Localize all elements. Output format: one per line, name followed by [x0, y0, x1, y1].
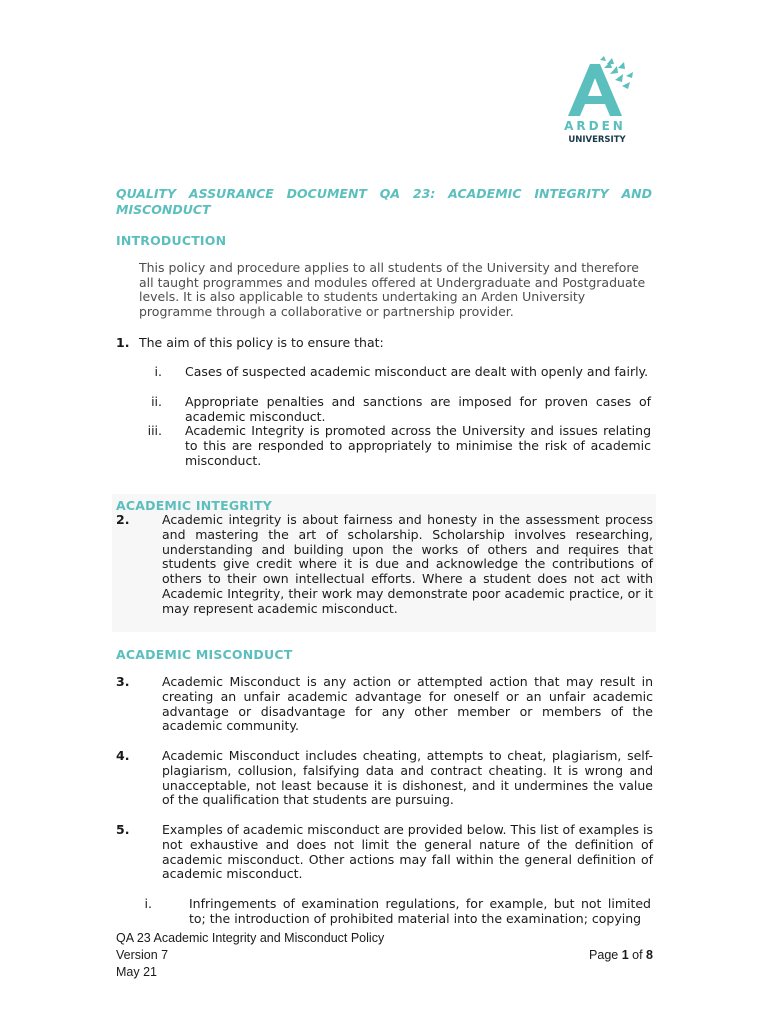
aim-number: iii.: [147, 423, 162, 438]
policy-item-4: [116, 749, 653, 808]
item-number: 2.: [116, 512, 130, 527]
page-of: of: [628, 948, 647, 962]
item-text: Academic integrity is about fairness and honesty in the assessment process and mastering the art of scholarship. Scholarship involves researching, understanding and building upon the works of others and requires that students give credit where it is due and acknowledge the contributions of others to their own intellectual efforts. Where a student does not act with Academic Integrity, their work may demonstrate poor academic practice, or it may represent academic misconduct.: [162, 512, 653, 616]
aim-text: Academic Integrity is promoted across the University and issues relating to this are responded to appropriately to minimise the risk of academic misconduct.: [185, 423, 651, 468]
item-text: Examples of academic misconduct are provided below. This list of examples is not exhaustive and does not limit the general nature of the definition of academic misconduct. Other actions may fall within the general definition of academic misconduct.: [162, 822, 653, 882]
misconduct-example-i: [116, 897, 651, 927]
item-text: The aim of this policy is to ensure that:: [139, 335, 384, 350]
footer-version: Version 7: [116, 948, 169, 962]
example-text: Infringements of examination regulations, for example, but not limited to; the introduction of prohibited material into the examination; copying: [189, 896, 651, 926]
footer-policy-name: QA 23 Academic Integrity and Misconduct Policy: [116, 931, 385, 945]
policy-item-3: [116, 675, 653, 734]
aim-text: Appropriate penalties and sanctions are imposed for proven cases of academic misconduct.: [185, 394, 651, 424]
page-total: 8: [646, 948, 653, 962]
academic-integrity-heading: ACADEMIC INTEGRITY: [116, 498, 272, 513]
policy-item-5: [116, 823, 653, 882]
introduction-paragraph: This policy and procedure applies to all students of the University and therefore all taught programmes and modules offered at Undergraduate and Postgraduate levels. It is also applicable to students undertaking an Arden University programme through a collaborative or partnership provider.: [139, 260, 646, 320]
aim-number: ii.: [151, 394, 162, 409]
policy-item-2: [116, 513, 653, 617]
arden-university-logo: [560, 56, 640, 146]
page-prefix: Page: [589, 948, 622, 962]
example-number: i.: [144, 896, 152, 911]
aim-item-ii: [140, 395, 651, 425]
page-number: [589, 947, 653, 964]
footer-date: May 21: [116, 965, 157, 979]
item-number: 1.: [116, 335, 130, 350]
item-number: 5.: [116, 822, 130, 837]
svg-text:UNIVERSITY: UNIVERSITY: [568, 135, 626, 145]
introduction-heading: INTRODUCTION: [116, 233, 227, 248]
academic-misconduct-heading: ACADEMIC MISCONDUCT: [116, 647, 293, 662]
page-current: 1: [621, 948, 629, 962]
aim-item-iii: [140, 424, 651, 468]
aim-number: i.: [154, 364, 162, 379]
item-number: 3.: [116, 674, 130, 689]
item-number: 4.: [116, 748, 130, 763]
item-text: Academic Misconduct includes cheating, attempts to cheat, plagiarism, self-plagiarism, collusion, falsifying data and contract cheating. It is wrong and unacceptable, not least because it is dishonest, and it undermines the value of the qualification that students are pursuing.: [162, 748, 653, 808]
policy-item-1: [116, 336, 653, 351]
aim-item-i: [140, 365, 651, 380]
svg-text:ARDEN: ARDEN: [564, 119, 626, 133]
document-title: QUALITY ASSURANCE DOCUMENT QA 23: ACADEMIC INTEGRITY AND MISCONDUCT: [116, 186, 652, 217]
item-text: Academic Misconduct is any action or attempted action that may result in creating an unfair academic advantage for oneself or an unfair academic advantage or disadvantage for any other member or members of the academic community.: [162, 674, 653, 734]
page-footer: [116, 930, 653, 981]
aim-text: Cases of suspected academic misconduct are dealt with openly and fairly.: [185, 364, 649, 379]
